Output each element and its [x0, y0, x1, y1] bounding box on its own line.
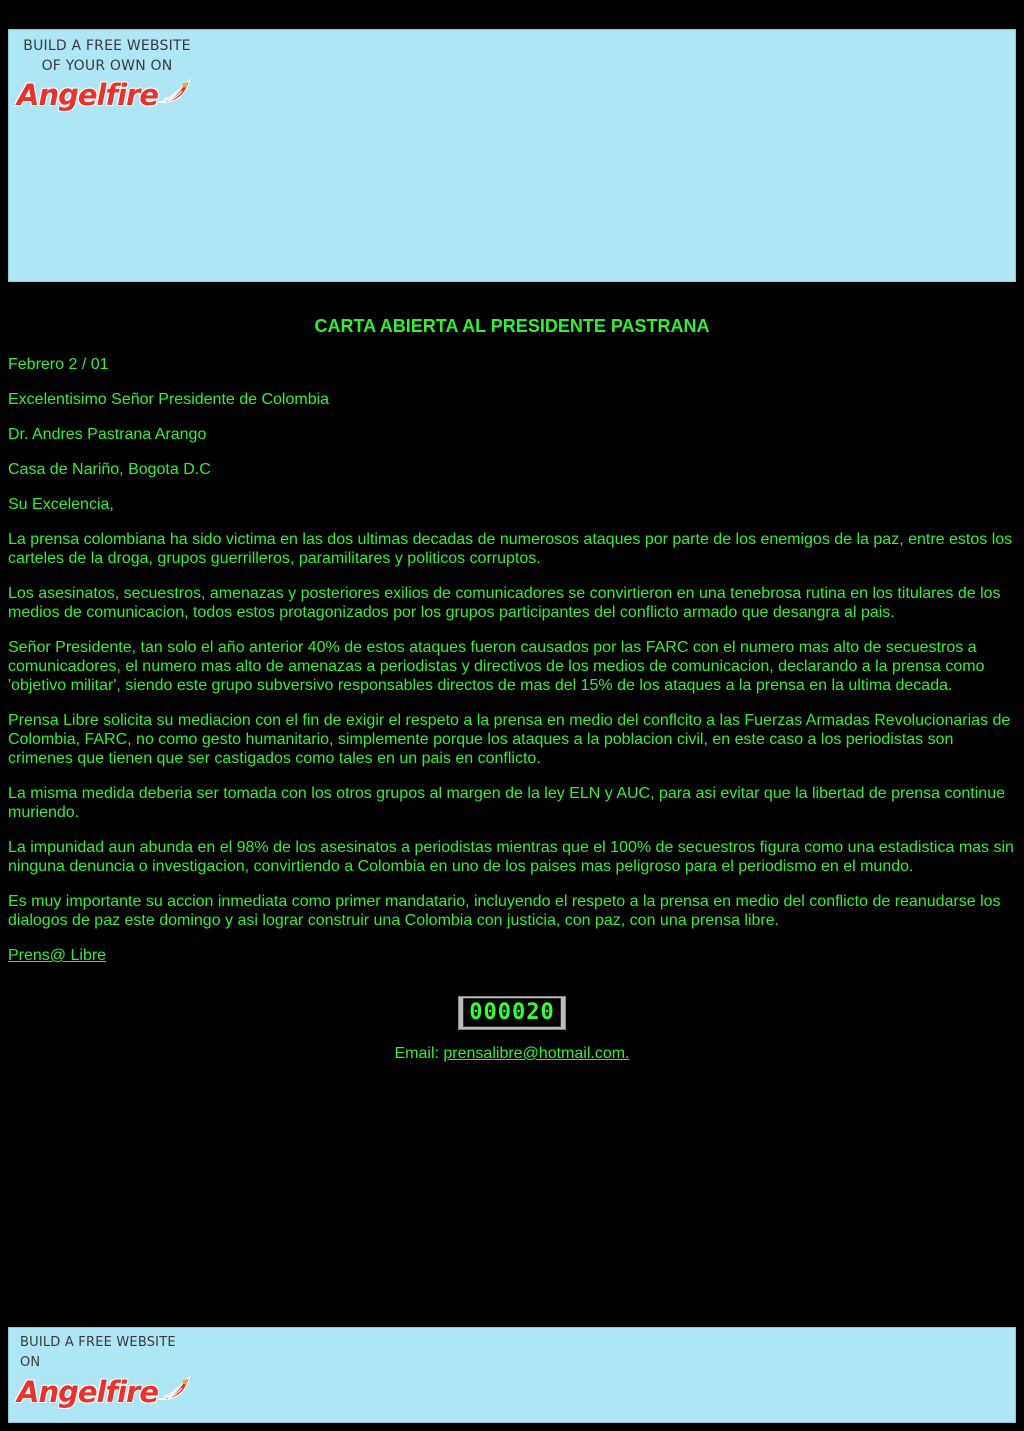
signature-link[interactable]: Prens@ Libre	[8, 947, 107, 964]
bottom-ad-logo-block[interactable]	[17, 1333, 197, 1410]
top-ad-logo-block[interactable]	[17, 36, 197, 113]
top-ad-line2: OF YOUR OWN ON	[41, 58, 173, 74]
angelfire-flame-icon	[156, 76, 192, 113]
salutation: Su Excelencia,	[8, 496, 114, 513]
top-ad-banner[interactable]	[8, 29, 1016, 282]
letter-paragraph: La prensa colombiana ha sido victima en las dos ultimas decadas de numerosos ataques por parte de los enemigos de la paz, entre estos los carteles de la droga, grupos guerrilleros, paramilitares y politicos corruptos.	[8, 531, 1013, 567]
email-link[interactable]: prensalibre@hotmail.com.	[443, 1045, 630, 1062]
contact-line	[8, 1044, 1016, 1063]
letter-paragraph: La misma medida deberia ser tomada con los otros grupos al margen de la ley ELN y AUC, para asi evitar que la libertad de prensa continue muriendo.	[8, 785, 1005, 821]
hit-counter	[8, 996, 1016, 1030]
letter-paragraph: Prensa Libre solicita su mediacion con el fin de exigir el respeto a la prensa en medio del conflcito a las Fuerzas Armadas Revolucionarias de Colombia, FARC, no como gesto humanitario, simplemente porque los ataques a la poblacion civil, en este caso a los periodistas son crimenes que tienen que ser castigados como tales en un pais en conflicto.	[8, 712, 1011, 767]
letter-paragraph: Es muy importante su accion inmediata como primer mandatario, incluyendo el respeto a la prensa en medio del conflicto de reanudarse los dialogos de paz este domingo y asi lograr construir una Colombia con justicia, con paz, con una prensa libre.	[8, 893, 1001, 929]
top-ad-line1: BUILD A FREE WEBSITE	[23, 38, 191, 54]
address-line: Dr. Andres Pastrana Arango	[8, 426, 207, 443]
bottom-ad-line1: BUILD A FREE WEBSITE ON	[20, 1335, 176, 1370]
hit-counter-frame	[458, 996, 565, 1030]
letter-paragraph: La impunidad aun abunda en el 98% de los asesinatos a periodistas mientras que el 100% de secuestros figura como una estadistica mas sin ninguna denuncia o investigacion, convirtiendo a Colombia en uno de los paises mas peligroso para el periodismo en el mundo.	[8, 839, 1014, 875]
angelfire-logo-text: Angelfire	[17, 1374, 158, 1409]
address-line: Casa de Nariño, Bogota D.C	[8, 461, 211, 478]
letter-date: Febrero 2 / 01	[8, 356, 109, 373]
angelfire-flame-icon	[156, 1373, 192, 1410]
letter-paragraph: Señor Presidente, tan solo el año anterior 40% de estos ataques fueron causados por las FARC con el numero mas alto de secuestros a comunicadores, el numero mas alto de amenazas a periodistas y directivos de los medios de comunicacion, declarando a la prensa como 'objetivo militar', siendo este grupo subversivo responsables directos de mas del 15% de los ataques a la prensa en la ultima decada.	[8, 639, 985, 694]
letter-content	[8, 300, 1016, 1063]
letter-paragraph: Los asesinatos, secuestros, amenazas y posteriores exilios de comunicadores se convirtieron en una tenebrosa rutina en los titulares de los medios de comunicacion, todos estos protagonizados por los grupos participantes del conflicto armado que desangra al pais.	[8, 585, 1001, 621]
angelfire-logo[interactable]	[17, 76, 197, 113]
email-label: Email:	[394, 1045, 444, 1062]
page-title: CARTA ABIERTA AL PRESIDENTE PASTRANA	[314, 316, 710, 336]
hit-counter-value: 000020	[463, 998, 560, 1027]
angelfire-logo[interactable]	[17, 1373, 197, 1410]
bottom-ad-banner[interactable]	[8, 1327, 1016, 1423]
address-line: Excelentisimo Señor Presidente de Colombia	[8, 391, 330, 408]
angelfire-logo-text: Angelfire	[17, 77, 158, 112]
